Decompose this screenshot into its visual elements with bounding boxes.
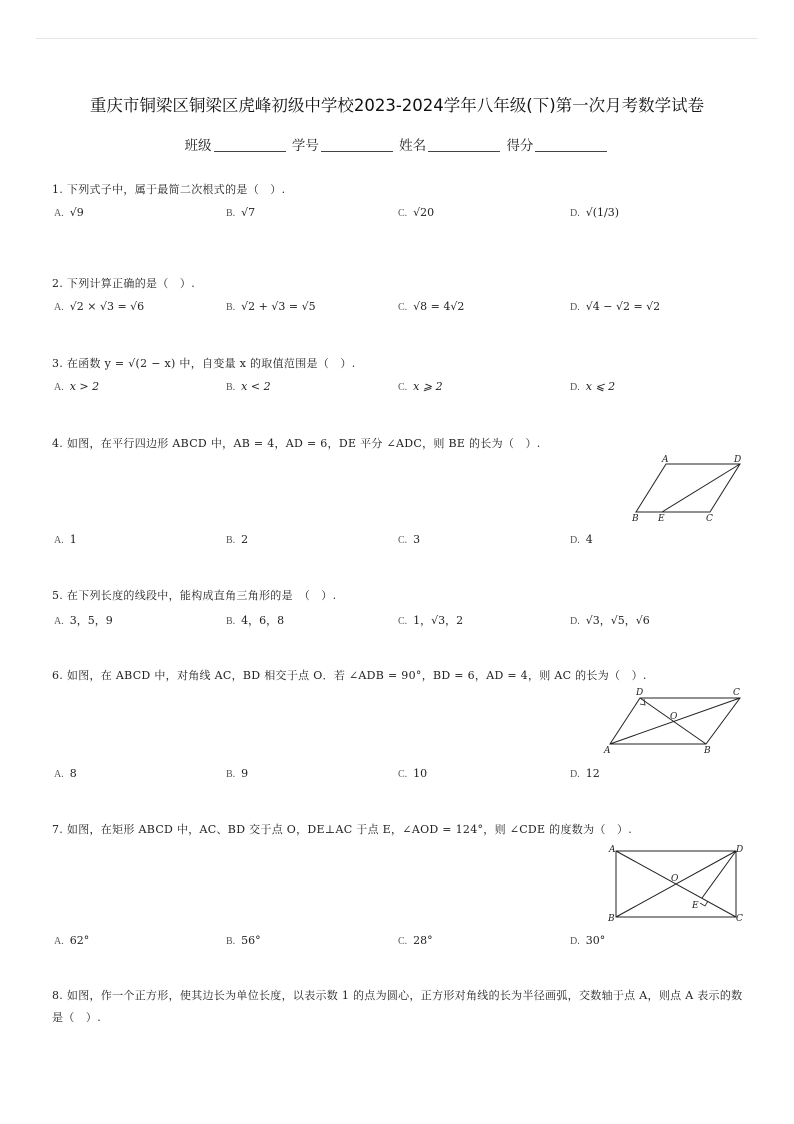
question-7-option-b[interactable]: [226, 934, 261, 947]
question-6-option-c[interactable]: [398, 767, 427, 780]
question-2-option-d[interactable]: [570, 300, 660, 313]
option-text: 3: [413, 533, 421, 546]
option-label: C.: [398, 769, 408, 780]
question-6-option-b[interactable]: [226, 767, 248, 780]
option-label: D.: [570, 936, 580, 947]
option-label: B.: [226, 535, 236, 546]
option-label: C.: [398, 936, 408, 947]
question-3-stem: 3. 在函数 y = √(2 − x) 中，自变量 x 的取值范围是（ ）.: [52, 357, 356, 370]
option-text: 56°: [241, 934, 261, 947]
option-label: D.: [570, 302, 580, 313]
option-text: 30°: [585, 934, 606, 947]
option-text: √9: [69, 206, 84, 219]
question-3-option-b[interactable]: [226, 380, 271, 393]
label-d: D: [734, 455, 742, 465]
option-label: B.: [226, 208, 236, 219]
option-label: A.: [54, 208, 64, 219]
question-6-option-d[interactable]: [570, 767, 600, 780]
question-7-option-c[interactable]: [398, 934, 433, 947]
option-text: x < 2: [241, 380, 271, 393]
student-number-label: 学号: [291, 138, 319, 154]
question-6-stem: 6. 如图，在 ABCD 中，对角线 AC，BD 相交于点 O．若 ∠ADB = 90°，BD = 6，AD = 4，则 AC 的长为（ ）.: [52, 669, 647, 682]
question-7-stem: 7. 如图，在矩形 ABCD 中，AC、BD 交于点 O，DE⊥AC 于点 E，∠AOD = 124°，则 ∠CDE 的度数为（ ）.: [52, 823, 633, 836]
parallelogram-abcd: [636, 464, 740, 512]
label-b: B: [632, 514, 639, 524]
option-label: C.: [398, 302, 408, 313]
question-1-option-c[interactable]: [398, 206, 434, 219]
label-a: A: [609, 845, 616, 855]
label-b: B: [704, 746, 711, 756]
option-text: 4: [585, 533, 593, 546]
option-label: A.: [54, 535, 64, 546]
option-label: B.: [226, 936, 236, 947]
question-2-stem: 2. 下列计算正确的是（ ）.: [52, 277, 195, 290]
option-label: A.: [54, 936, 64, 947]
name-field: [399, 134, 502, 154]
question-5-option-b[interactable]: [226, 612, 284, 628]
question-8-stem: 8. 如图，作一个正方形，使其边长为单位长度，以表示数 1 的点为圆心，正方形对角线的长为半径画弧，交数轴于点 A，则点 A 表示的数是（ ）.: [52, 989, 743, 1024]
label-c: C: [736, 914, 743, 924]
option-text: √3，√5，√6: [585, 614, 650, 627]
option-label: B.: [226, 302, 236, 313]
option-text: 12: [585, 767, 600, 780]
student-number-blank[interactable]: [321, 137, 393, 152]
label-a: A: [604, 746, 611, 756]
option-label: D.: [570, 535, 580, 546]
option-label: A.: [54, 382, 64, 393]
question-6-option-a[interactable]: [54, 767, 77, 780]
option-text: 8: [69, 767, 77, 780]
option-text: x > 2: [69, 380, 100, 393]
class-field: [185, 134, 288, 154]
option-label: B.: [226, 616, 236, 627]
option-text: √20: [413, 206, 435, 219]
option-text: 1，√3，2: [413, 614, 464, 627]
option-label: A.: [54, 616, 64, 627]
question-7-option-a[interactable]: [54, 934, 89, 947]
option-text: √8 = 4√2: [413, 300, 465, 313]
label-o: O: [671, 874, 679, 884]
option-label: C.: [398, 382, 408, 393]
option-text: 4，6，8: [241, 614, 285, 627]
question-1-stem: 1. 下列式子中，属于最简二次根式的是（ ）.: [52, 183, 286, 196]
segment-de: [662, 464, 740, 512]
parallelogram-figure-q6: [600, 684, 750, 756]
option-label: B.: [226, 769, 236, 780]
option-label: D.: [570, 616, 580, 627]
question-2-option-b[interactable]: [226, 300, 316, 313]
label-c: C: [733, 688, 740, 698]
parallelogram-figure-q4: [628, 454, 748, 524]
label-d: D: [636, 688, 644, 698]
option-text: 10: [413, 767, 428, 780]
option-text: x ⩽ 2: [585, 380, 616, 393]
question-4-stem: 4. 如图，在平行四边形 ABCD 中，AB = 4，AD = 6，DE 平分 ∠ADC，则 BE 的长为（ ）.: [52, 437, 541, 450]
class-label: 班级: [184, 138, 212, 154]
label-b: B: [608, 914, 615, 924]
score-label: 得分: [506, 138, 534, 154]
class-blank[interactable]: [214, 137, 286, 152]
question-5-option-a[interactable]: [54, 612, 113, 628]
question-7-option-d[interactable]: [570, 934, 605, 947]
segment-de: [702, 851, 736, 898]
question-1-option-d[interactable]: [570, 206, 619, 219]
option-text: 28°: [413, 934, 433, 947]
question-2-option-c[interactable]: [398, 300, 464, 313]
option-label: C.: [398, 616, 408, 627]
question-4-option-a[interactable]: [54, 533, 77, 546]
option-text: 3，5，9: [69, 614, 113, 627]
student-info-line: [0, 134, 794, 154]
name-label: 姓名: [399, 138, 427, 154]
score-field: [506, 134, 609, 154]
option-text: √4 − √2 = √2: [585, 300, 661, 313]
label-o: O: [670, 712, 678, 722]
score-blank[interactable]: [535, 137, 607, 152]
option-label: C.: [398, 535, 408, 546]
option-label: D.: [570, 208, 580, 219]
option-text: √2 × √3 = √6: [69, 300, 145, 313]
option-label: C.: [398, 208, 408, 219]
label-a: A: [662, 455, 669, 465]
label-c: C: [706, 514, 713, 524]
option-text: 62°: [69, 934, 90, 947]
question-5-option-c[interactable]: [398, 612, 463, 628]
option-label: D.: [570, 382, 580, 393]
option-label: D.: [570, 769, 580, 780]
option-text: x ⩾ 2: [413, 380, 443, 393]
option-label: A.: [54, 302, 64, 313]
option-text: √(1/3): [585, 206, 620, 219]
question-4-option-b[interactable]: [226, 533, 248, 546]
rectangle-figure-q7: [604, 840, 748, 926]
option-label: B.: [226, 382, 236, 393]
label-d: D: [736, 845, 744, 855]
option-text: √2 + √3 = √5: [241, 300, 316, 313]
label-e: E: [692, 901, 699, 911]
question-3-option-c[interactable]: [398, 380, 443, 393]
question-4-option-c[interactable]: [398, 533, 420, 546]
option-text: 1: [69, 533, 77, 546]
option-label: A.: [54, 769, 64, 780]
header-rule: [36, 38, 758, 39]
option-text: √7: [241, 206, 256, 219]
question-3-option-a[interactable]: [54, 380, 99, 393]
name-blank[interactable]: [428, 137, 500, 152]
question-5-option-d[interactable]: [570, 612, 650, 628]
question-3-option-d[interactable]: [570, 380, 615, 393]
option-text: 9: [241, 767, 249, 780]
question-1-option-b[interactable]: [226, 206, 255, 219]
student-number-field: [292, 134, 395, 154]
question-4-option-d[interactable]: [570, 533, 593, 546]
page-title: 重庆市铜梁区铜梁区虎峰初级中学校2023-2024学年八年级(下)第一次月考数学试卷: [89, 96, 705, 115]
question-1-option-a[interactable]: [54, 206, 84, 219]
option-text: 2: [241, 533, 249, 546]
label-e: E: [658, 514, 665, 524]
question-5-stem: 5. 在下列长度的线段中，能构成直角三角形的是 （ ）.: [52, 589, 337, 602]
right-angle-mark: [700, 901, 708, 906]
question-2-option-a[interactable]: [54, 300, 144, 313]
